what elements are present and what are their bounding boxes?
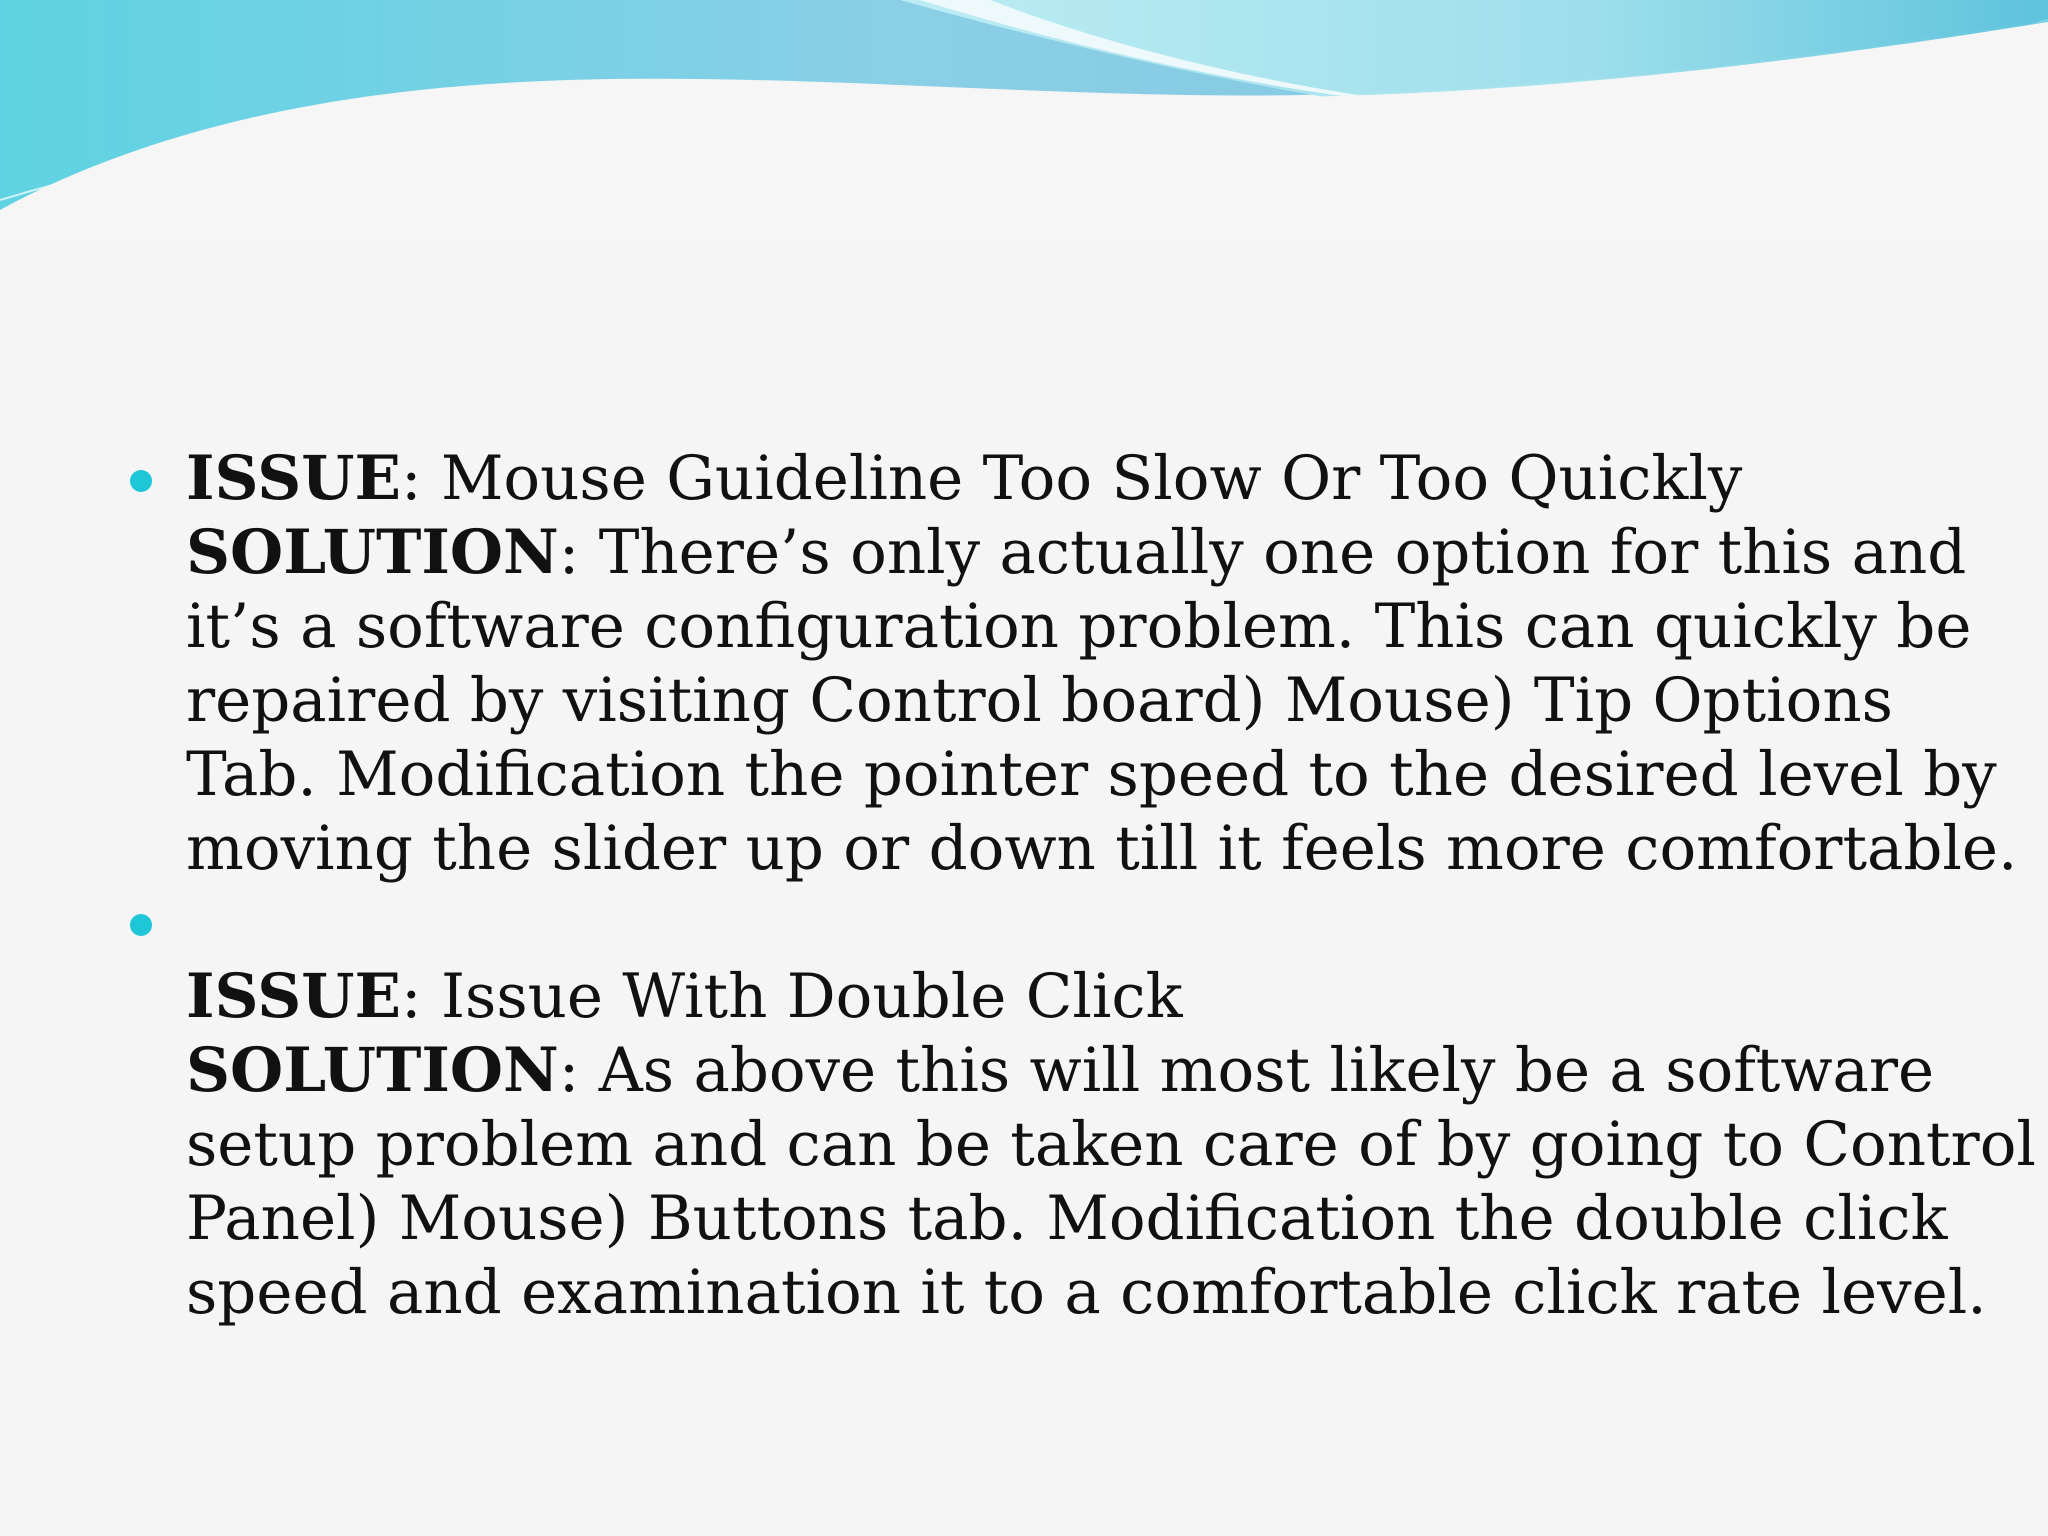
bullet-dot-icon xyxy=(130,470,152,492)
issue-text: : Issue With Double Click xyxy=(401,961,1183,1032)
issue-term: ISSUE xyxy=(186,961,401,1032)
solution-text: Panel) Mouse) Buttons tab. Modification the double click xyxy=(186,1183,1948,1254)
wave-banner-decoration xyxy=(0,0,2048,240)
issue-line xyxy=(186,960,1978,1034)
solution-text: repaired by visiting Control board) Mouse) Tip Options xyxy=(186,665,1893,736)
solution-text: : There’s only actually one option for this and xyxy=(558,517,1967,588)
solution-text: moving the slider up or down till it feels more comfortable. xyxy=(186,813,2018,884)
solution-line xyxy=(186,1034,1978,1108)
solution-text: it’s a software configuration problem. This can quickly be xyxy=(186,591,1972,662)
solution-term: SOLUTION xyxy=(186,1035,559,1106)
solution-text: : As above this will most likely be a software xyxy=(558,1035,1935,1106)
issue-line xyxy=(186,442,1978,516)
solution-text: setup problem and can be taken care of by going to Control xyxy=(186,1109,2036,1180)
issue-term: ISSUE xyxy=(186,443,401,514)
issue-text: : Mouse Guideline Too Slow Or Too Quickly xyxy=(401,443,1743,514)
bullet-list xyxy=(118,442,2036,1330)
bullet-item-1 xyxy=(118,442,2018,886)
bullet-dot-icon xyxy=(130,914,152,936)
solution-text: speed and examination it to a comfortable click rate level. xyxy=(186,1257,1987,1328)
solution-line xyxy=(186,516,1978,590)
solution-text: Tab. Modification the pointer speed to the desired level by xyxy=(186,739,1997,810)
solution-term: SOLUTION xyxy=(186,517,559,588)
bullet-item-2 xyxy=(118,886,2036,1330)
blank-line xyxy=(186,886,1978,960)
